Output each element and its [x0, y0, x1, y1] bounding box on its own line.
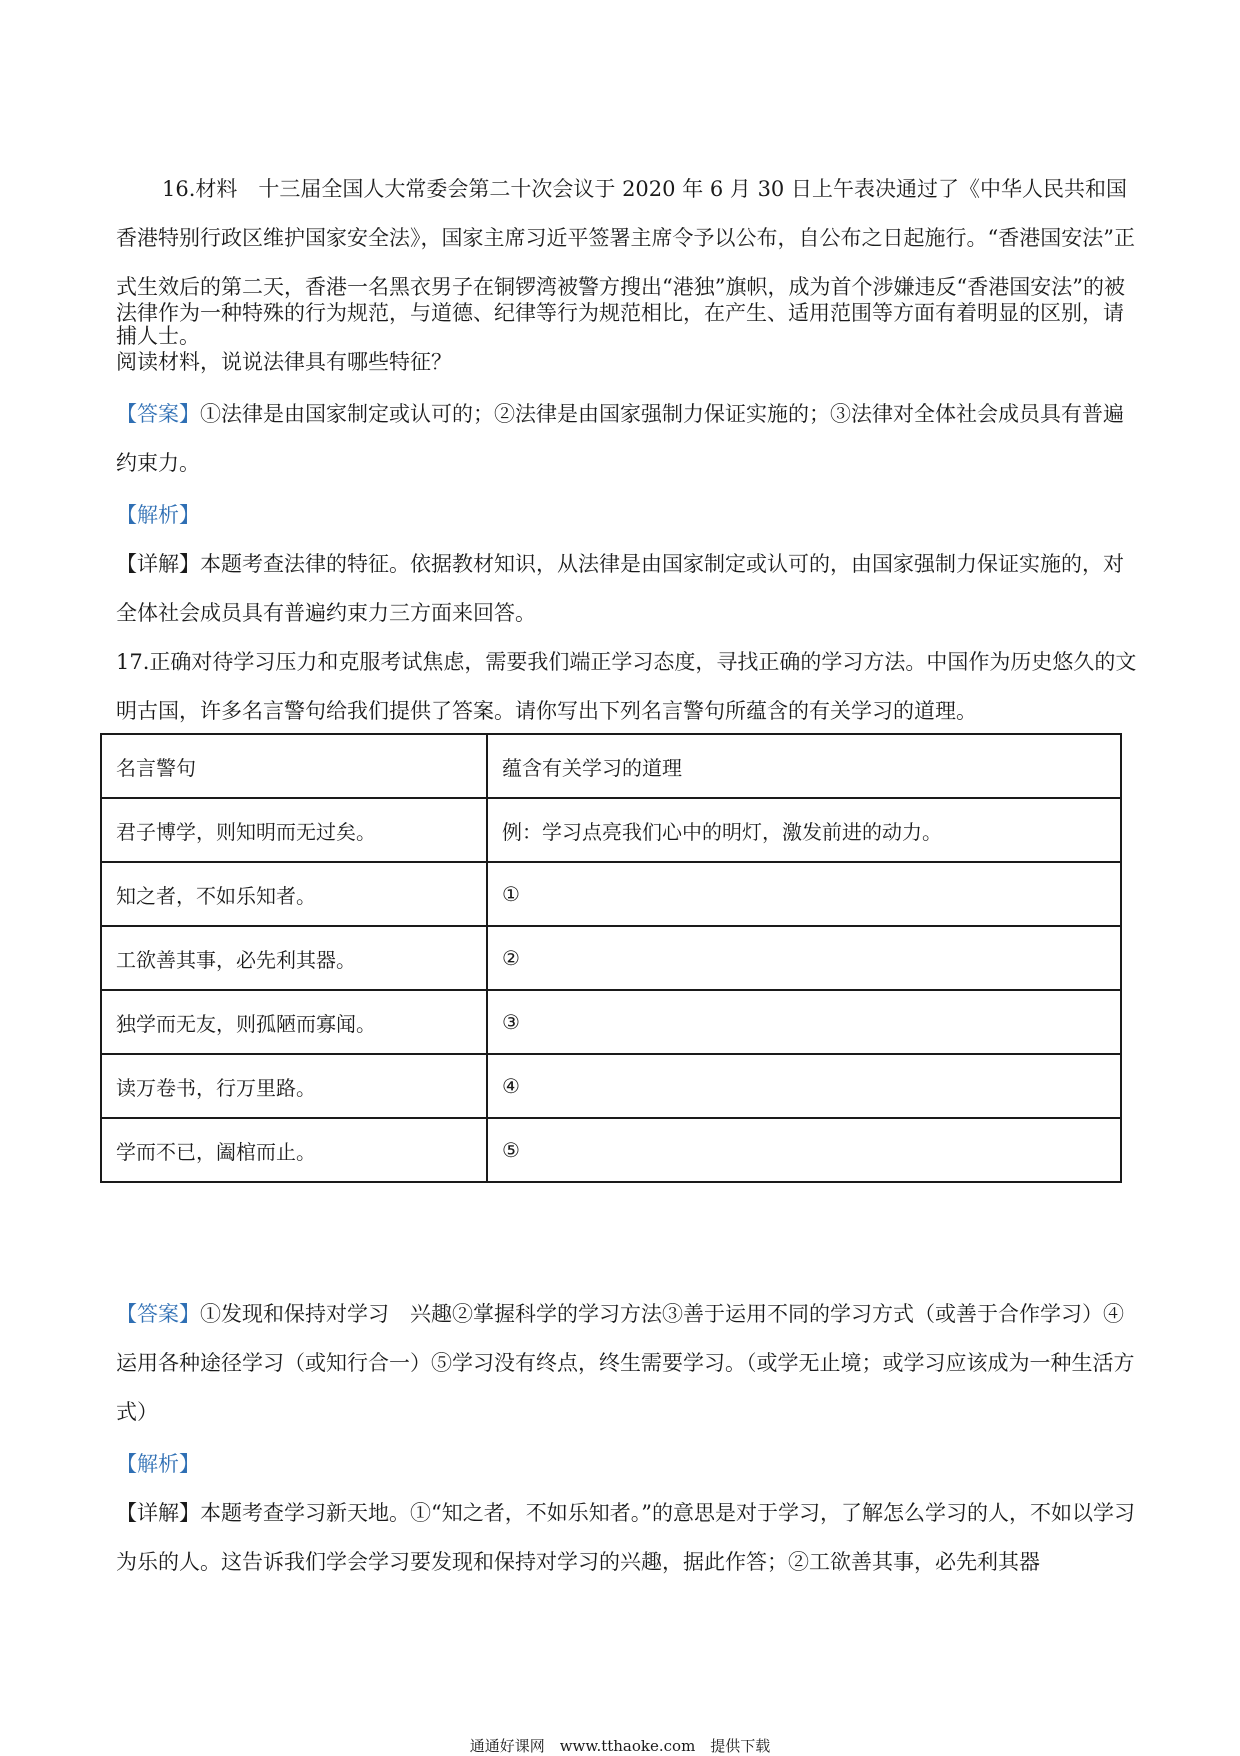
page-footer: 通通好课网 www.tthaoke.com 提供下载: [469, 1737, 771, 1755]
quote-cell: 工欲善其事，必先利其器。: [101, 926, 487, 990]
meaning-cell: ④: [487, 1054, 1121, 1118]
answer-text: ①发现和保持对学习 兴趣②掌握科学的学习方法③善于运用不同的学习方式（或善于合作学习）④运用各种途径学习（或知行合一）⑤学习没有终点，终生需要学习。（或学无止境；或学习应该成为一种生活方式）: [116, 1302, 1135, 1424]
meaning-cell: 例：学习点亮我们心中的明灯，激发前进的动力。: [487, 798, 1121, 862]
quote-cell: 知之者，不如乐知者。: [101, 862, 487, 926]
quotes-table: [100, 733, 1122, 1183]
answer-text: ①法律是由国家制定或认可的；②法律是由国家强制力保证实施的；③法律对全体社会成员具有普遍约束力。: [116, 402, 1124, 475]
table-header-cell: 名言警句: [101, 734, 487, 798]
detail-tag: 【详解】: [116, 1501, 200, 1525]
meaning-cell: ③: [487, 990, 1121, 1054]
answer-tag: 【答案】: [116, 402, 200, 426]
table-header-row: [101, 734, 1121, 798]
q17-answer: [116, 1290, 1138, 1437]
table-row: [101, 1054, 1121, 1118]
table-row: [101, 1118, 1121, 1182]
table-row: [101, 862, 1121, 926]
detail-text: 本题考查法律的特征。依据教材知识，从法律是由国家制定或认可的，由国家强制力保证实施的，对全体社会成员具有普遍约束力三方面来回答。: [116, 552, 1124, 625]
table-row: [101, 990, 1121, 1054]
quote-cell: 学而不已，阖棺而止。: [101, 1118, 487, 1182]
detail-text: 本题考查学习新天地。①“知之者，不如乐知者。”的意思是对于学习，了解怎么学习的人，不如以学习为乐的人。这告诉我们学会学习要发现和保持对学习的兴趣，据此作答；②工欲善其事，必先利其器: [116, 1501, 1135, 1574]
q16-detail: [116, 540, 1138, 638]
q16-material: 16.材料 十三届全国人大常委会第二十次会议于 2020 年 6 月 30 日上午表决通过了《中华人民共和国香港特别行政区维护国家安全法》，国家主席习近平签署主席令予以公布，自公布之日起施行。“香港国安法”正式生效后的第二天，香港一名黑衣男子在铜锣湾被警方搜出“港独”旗帜，成为首个涉嫌违反“香港国安法”的被捕人士。: [116, 177, 1135, 348]
meaning-cell: ⑤: [487, 1118, 1121, 1182]
analysis-tag: 【解析】: [116, 503, 200, 527]
q16-question: 法律作为一种特殊的行为规范，与道德、纪律等行为规范相比，在产生、适用范围等方面有着明显的区别，请阅读材料，说说法律具有哪些特征？: [116, 301, 1124, 374]
table-header-cell: 蕴含有关学习的道理: [487, 734, 1121, 798]
table-row: [101, 926, 1121, 990]
quote-cell: 独学而无友，则孤陋而寡闻。: [101, 990, 487, 1054]
q16-analysis-tag: [116, 491, 1138, 540]
detail-tag: 【详解】: [116, 552, 200, 576]
analysis-tag: 【解析】: [116, 1452, 200, 1476]
meaning-cell: ①: [487, 862, 1121, 926]
quote-cell: 君子博学，则知明而无过矣。: [101, 798, 487, 862]
answer-tag: 【答案】: [116, 1302, 200, 1326]
quote-cell: 读万卷书，行万里路。: [101, 1054, 487, 1118]
q17-stem: 17.正确对待学习压力和克服考试焦虑，需要我们端正学习态度，寻找正确的学习方法。中国作为历史悠久的文明古国，许多名言警句给我们提供了答案。请你写出下列名言警句所蕴含的有关学习的道理。: [116, 650, 1137, 723]
q16-answer: [116, 390, 1138, 488]
q17-detail: [116, 1489, 1138, 1587]
meaning-cell: ②: [487, 926, 1121, 990]
table-row: [101, 798, 1121, 862]
q17-analysis-tag: [116, 1440, 1138, 1489]
